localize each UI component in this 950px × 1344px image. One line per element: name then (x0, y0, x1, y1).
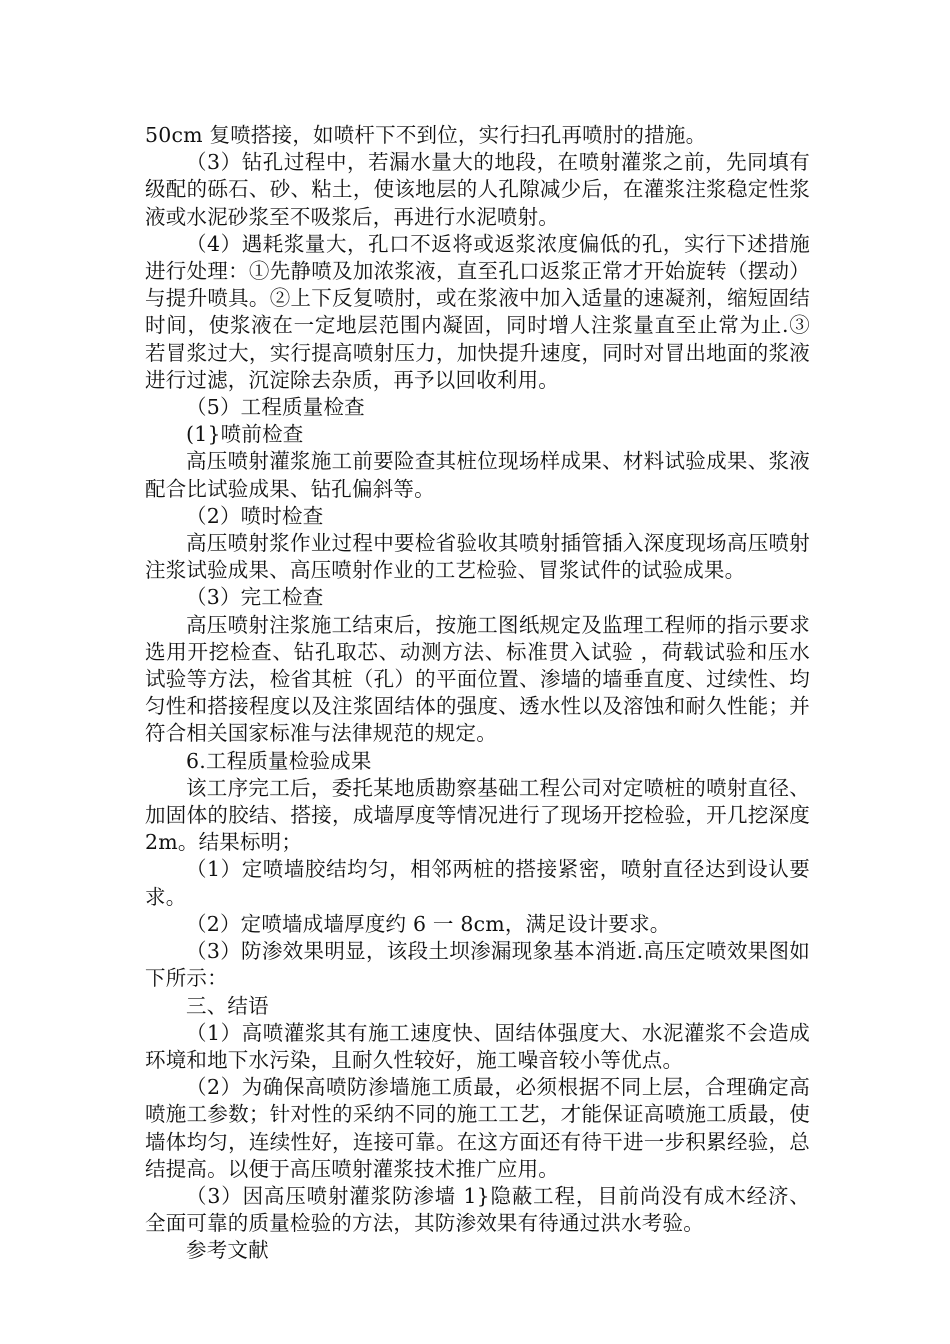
paragraph-continuation: 50cm 复喷搭接，如喷杆下不到位，实行扫孔再喷肘的措施。 (145, 123, 707, 147)
conclusion-item-1: （1）高喷灌浆其有施工速度快、固结体强度大、水泥灌浆不会造成环境和地下水污染，且耐久性较好，施工噪音较小等优点。 (145, 1020, 810, 1072)
document-body (145, 122, 810, 1265)
paragraph-during-spray-check: 高压喷射浆作业过程中要检省验收其喷射插管插入深度现场高压喷射注浆试验成果、高压喷射作业的工艺检验、冒浆试件的试验成果。 (145, 531, 810, 583)
paragraph-completion-check: 高压喷射注浆施工结束后，按施工图纸规定及监理工程师的指示要求选用开挖检查、钻孔取芯、动测方法、标准贯入试验 ，荷载试验和压水试验等方法，检省其桩（孔）的平面位置、渗墙的墙垂直度、过续性、均匀性和搭接程度以及注浆固结体的强度、透水性以及溶蚀和耐久性能；并符合相关国家标准与法律规范的规定。 (145, 612, 810, 746)
heading-inspection-results: 6.工程质量检验成果 (186, 748, 372, 773)
paragraph-pre-spray-check: 高压喷射灌浆施工前要险查其桩位现场样成果、材料试验成果、浆液配合比试验成果、钻孔偏斜等。 (145, 449, 810, 501)
paragraph-inspection-results: 该工序完工后，委托某地质勘察基础工程公司对定喷桩的喷射直径、加固体的胶结、搭接，成墙厚度等情况进行了现场开挖检验，开几挖深度 2m。结果标明； (145, 775, 810, 855)
heading-during-spray-check: （2）喷时检查 (186, 503, 324, 528)
heading-references: 参考文献 (186, 1238, 269, 1263)
heading-quality-check: （5）工程质量检查 (186, 395, 365, 420)
paragraph-drilling: （3）钻孔过程中，若漏水量大的地段，在喷射灌浆之前，先同填有级配的砾石、砂、粘土，使该地层的人孔隙减少后，在灌浆注浆稳定性浆液或水泥砂浆至不吸浆后，再进行水泥喷射。 (145, 150, 810, 229)
conclusion-item-3: （3）因高压喷射灌浆防渗墙 1}隐蔽工程，目前尚没有成木经济、全面可靠的质量检验的方法，其防渗效果有待通过洪水考验。 (145, 1183, 810, 1236)
heading-conclusion: 三、结语 (186, 993, 269, 1018)
conclusion-item-2: （2）为确保高喷防渗墙施工质最，必须根据不同上层，合理确定高喷施工参数；针对性的采纳不同的施工工艺，才能保证高喷施工质最，使墙体均匀，连续性好，连接可靠。在这方面还有待干进一步积累经验，总结提高。以便于高压喷射灌浆技术推广应用。 (145, 1075, 810, 1181)
heading-completion-check: （3）完工检查 (186, 585, 324, 610)
paragraph-slurry-loss: （4）遇耗浆量大，孔口不返将或返浆浓度偏低的孔，实行下述措施进行处理：①先静喷及加浓浆液，直至孔口返浆正常才开始旋转（摆动）与提升喷具。②上下反复喷肘，或在浆液中加入适量的速凝剂，缩短固结时间，使浆液在一定地层范围内凝固，同时增人注浆量直至止常为止.③ 若冒浆过大，实行提高喷射压力，加快提升速度，同时对冒出地面的浆液进行过滤，沉淀除去杂质，再予以回收利用。 (145, 231, 810, 392)
heading-pre-spray-check: (1}喷前检查 (186, 422, 304, 447)
result-item-3: （3）防渗效果明显，该段土坝渗漏现象基本消逝.高压定喷效果图如下所示： (145, 939, 810, 991)
result-item-2: （2）定喷墙成墙厚度约 6 一 8cm，满足设计要求。 (186, 911, 671, 936)
result-item-1: （1）定喷墙胶结均匀，相邻两桩的搭接紧密，喷射直径达到设认要求。 (145, 857, 810, 909)
